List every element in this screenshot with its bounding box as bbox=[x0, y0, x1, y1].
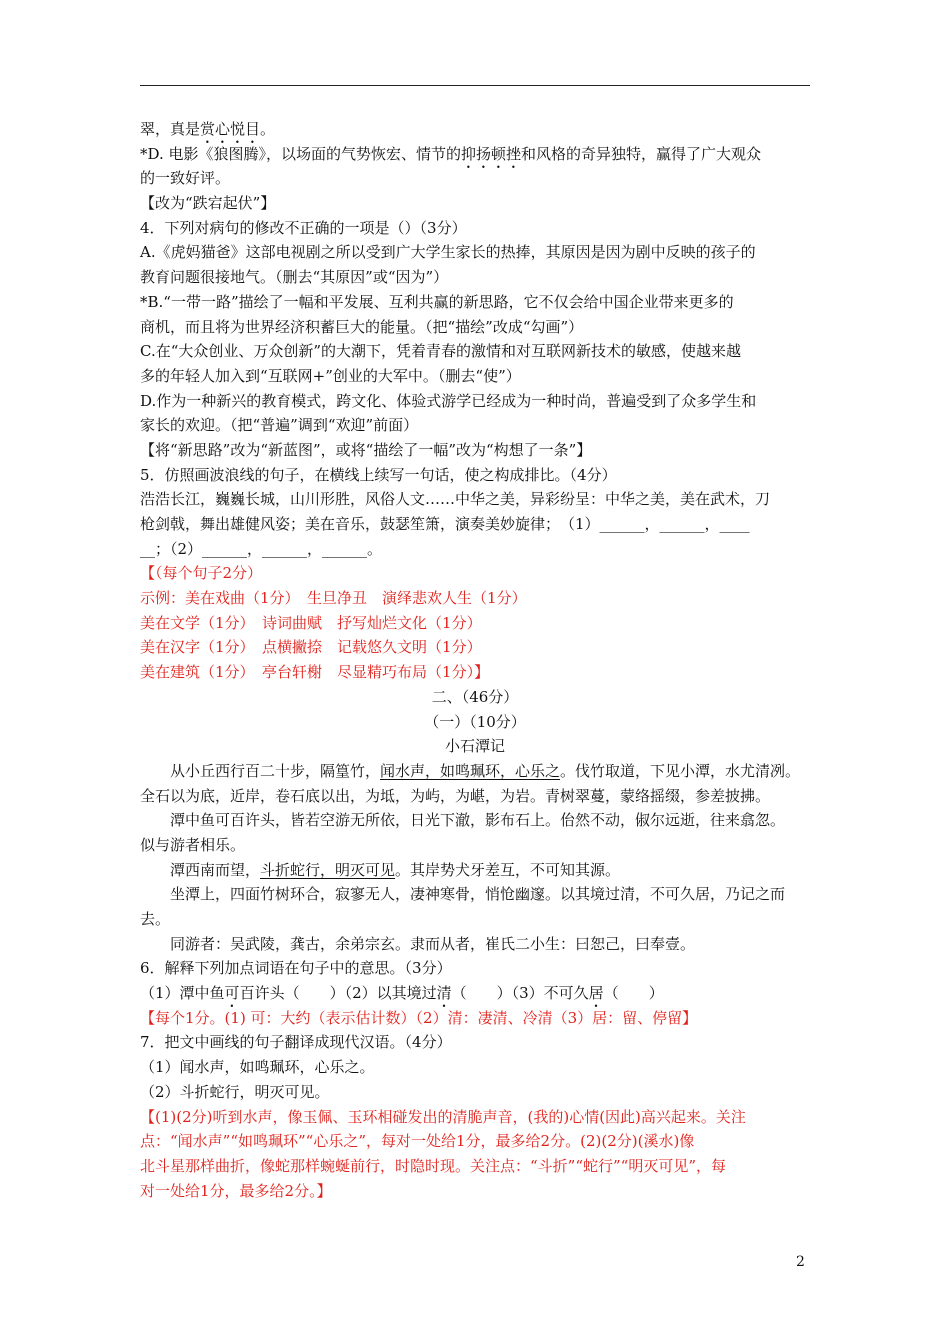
option-d: *D. 电影《狼图腾》，以场面的气势恢宏、情节的抑扬顿挫和风格的奇异独特，赢得了广大观众 bbox=[140, 144, 762, 163]
dotted-word: 清 bbox=[436, 984, 452, 1003]
question-6: 6．解释下列加点词语在句子中的意思。（3分） bbox=[140, 959, 452, 978]
answer-line: 【将“新思路”改为“新蓝图”，或将“描绘了一幅”改为“构想了一条”】 bbox=[140, 440, 592, 459]
option-b: *B.“一带一路”描绘了一幅和平发展、互利共赢的新思路，它不仅会给中国企业带来更多的 bbox=[140, 292, 734, 311]
text-line: 全石以为底，近岸，卷石底以出，为坻，为屿，为嵁，为岩。青树翠蔓，蒙络摇缀，参差披拂。 bbox=[140, 786, 771, 805]
question-4: 4．下列对病句的修改不正确的一项是（）（3分） bbox=[140, 218, 467, 237]
answer-line: 【改为“跌宕起伏”】 bbox=[140, 194, 276, 213]
dotted-words: 赏心悦目 bbox=[200, 120, 261, 138]
answer-line: 美在汉字（1分） 点横撇捺 记载悠久文明（1分） bbox=[140, 638, 482, 657]
text-line: 去。 bbox=[140, 910, 171, 928]
passage-paragraph: 潭西南而望，斗折蛇行，明灭可见。其岸势犬牙差互，不可知其源。 bbox=[170, 860, 621, 879]
text-line: 似与游者相乐。 bbox=[140, 835, 246, 854]
dotted-word: 可 bbox=[224, 984, 240, 1003]
text-line: 翠，真是赏心悦目。 bbox=[140, 120, 276, 138]
text-line: （1）闻水声，如鸣珮环，心乐之。 bbox=[140, 1058, 375, 1077]
answer-line: 【(1)(2分)听到水声，像玉佩、玉环相碰发出的清脆声音，(我的)心情(因此)高兴起来。关注 bbox=[140, 1107, 746, 1126]
text-line: 教育问题很接地气。（删去“其原因”或“因为”） bbox=[140, 268, 449, 287]
answer-line: 【每个1分。(1) 可：大约（表示估计数）（2）清：凄清、冷清（3）居：留、停留】 bbox=[140, 1008, 698, 1027]
passage-paragraph: 潭中鱼可百许头，皆若空游无所依，日光下澈，影布石上。佁然不动，俶尔远逝，往来翕忽。 bbox=[170, 811, 786, 830]
answer-line: 点：“闻水声”“如鸣珮环”“心乐之”，每对一处给1分，最多给2分。(2)(2分)(溪水)像 bbox=[140, 1132, 695, 1151]
passage-paragraph: 坐潭上，四面竹树环合，寂寥无人，凄神寒骨，悄怆幽邃。以其境过清，不可久居，乃记之而 bbox=[170, 885, 786, 904]
passage-paragraph: 从小丘西行百二十步，隔篁竹，闻水声，如鸣珮环，心乐之。伐竹取道，下见小潭，水尤清冽。 bbox=[170, 761, 801, 780]
passage-paragraph: 同游者：吴武陵，龚古，余弟宗玄。隶而从者，崔氏二小生：曰恕己，曰奉壹。 bbox=[170, 934, 696, 953]
header-rule bbox=[140, 85, 810, 86]
question-5: 5．仿照画波浪线的句子，在横线上续写一句话，使之构成排比。（4分） bbox=[140, 465, 617, 484]
page-number: 2 bbox=[796, 1254, 805, 1270]
answer-line: 对一处给1分，最多给2分。】 bbox=[140, 1181, 332, 1200]
text-line: 枪剑戟，舞出雄健风姿；美在音乐，鼓瑟笙箫，演奏美妙旋律； （1）______，______，____ bbox=[140, 515, 750, 533]
text-line: __；（2）______，______，______。 bbox=[140, 539, 383, 558]
text-line: 商机，而且将为世界经济积蓄巨大的能量。（把“描绘”改成“勾画”） bbox=[140, 317, 584, 336]
page-content bbox=[140, 117, 810, 1203]
text-line: 的一致好评。 bbox=[140, 169, 231, 188]
underlined-sentence: 斗折蛇行，明灭可见 bbox=[260, 860, 396, 879]
option-a: A.《虎妈猫爸》这部电视剧之所以受到广大学生家长的热捧，其原因是因为剧中反映的孩子的 bbox=[140, 243, 756, 262]
option-d: D.作为一种新兴的教育模式，跨文化、体验式游学已经成为一种时尚，普遍受到了众多学生和 bbox=[140, 391, 757, 410]
text-line: （1）潭中鱼可百许头（ ）（2）以其境过清（ ）（3）不可久居（ ） bbox=[140, 984, 664, 1003]
answer-line: 示例：美在戏曲（1分） 生旦净丑 演绎悲欢人生（1分） bbox=[140, 589, 527, 608]
dotted-word: 居 bbox=[588, 984, 604, 1003]
question-7: 7．把文中画线的句子翻译成现代汉语。（4分） bbox=[140, 1033, 452, 1052]
option-c: C.在“大众创业、万众创新”的大潮下，凭着青春的激情和对互联网新技术的敏感，使越来越 bbox=[140, 342, 742, 361]
subsection-heading: （一）（10分） bbox=[424, 712, 526, 731]
answer-line: 【（每个句子2分） bbox=[140, 564, 263, 583]
answer-line: 美在建筑（1分） 亭台轩榭 尽显精巧布局（1分）】 bbox=[140, 663, 490, 682]
dotted-words: 抑扬顿挫 bbox=[461, 144, 522, 163]
passage-title: 小石潭记 bbox=[444, 737, 505, 756]
answer-line: 北斗星那样曲折，像蛇那样蜿蜒前行，时隐时现。关注点：“斗折”“蛇行”“明灭可见”，每 bbox=[140, 1156, 727, 1175]
answer-line: 美在文学（1分） 诗词曲赋 抒写灿烂文化（1分） bbox=[140, 613, 482, 632]
text-line: 浩浩长江，巍巍长城，山川形胜，风俗人文……中华之美，异彩纷呈：中华之美，美在武术，刀 bbox=[140, 490, 771, 509]
text-line: （2）斗折蛇行，明灭可见。 bbox=[140, 1082, 330, 1101]
text-line: 家长的欢迎。（把“普遍”调到“欢迎”前面） bbox=[140, 416, 419, 435]
underlined-sentence: 闻水声，如鸣珮环，心乐之 bbox=[380, 761, 561, 780]
text-line: 多的年轻人加入到“互联网+”创业的大军中。（删去“使”） bbox=[140, 366, 521, 385]
section-heading: 二、（46分） bbox=[431, 687, 519, 706]
